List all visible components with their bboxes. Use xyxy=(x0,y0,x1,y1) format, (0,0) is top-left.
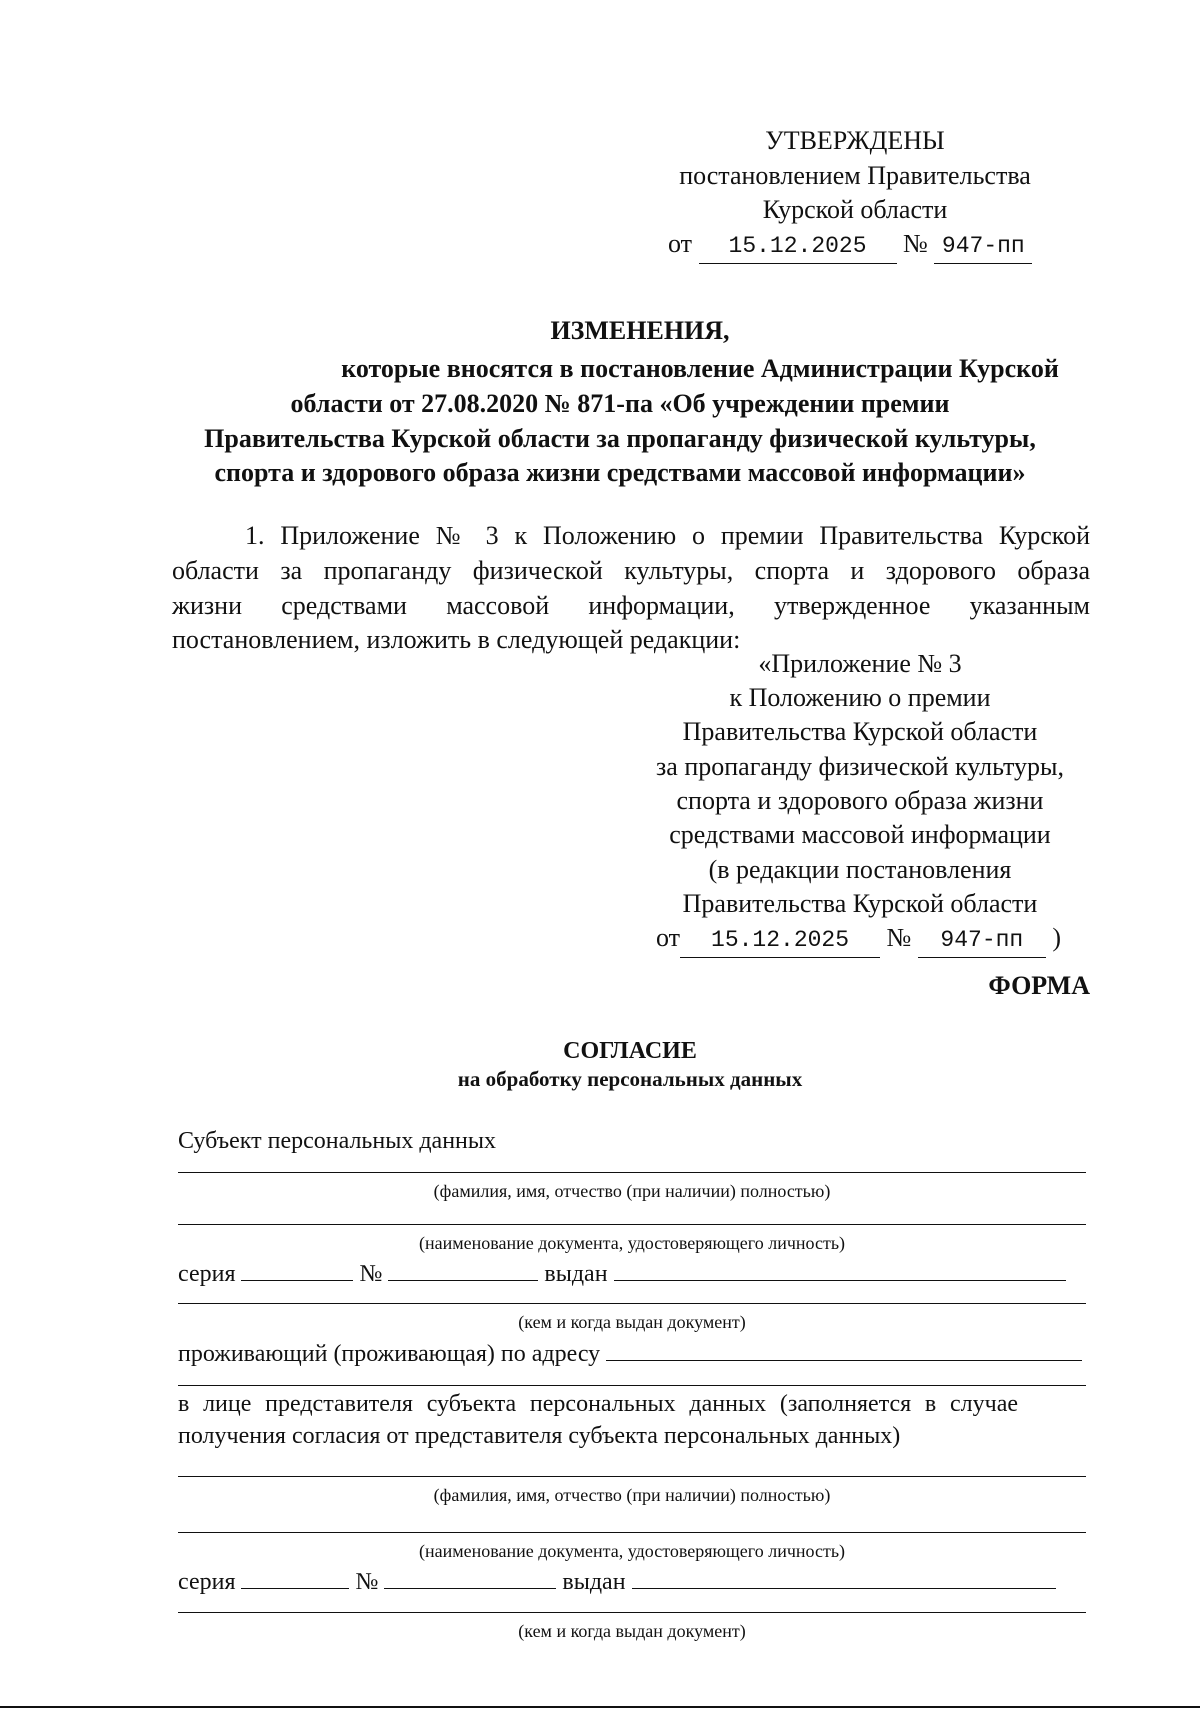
approval-from-label: от xyxy=(668,229,693,258)
series-input[interactable] xyxy=(241,1258,353,1281)
number-input[interactable] xyxy=(388,1258,538,1281)
issued-input-2[interactable] xyxy=(632,1566,1056,1589)
changes-title: ИЗМЕНЕНИЯ, xyxy=(550,316,730,345)
appendix-date: 15.12.2025 xyxy=(680,924,880,958)
caption-issued: (кем и когда выдан документ) xyxy=(518,1312,746,1332)
appendix-from-label: от xyxy=(656,923,681,952)
approval-date-line xyxy=(668,227,1088,264)
address-input[interactable] xyxy=(606,1338,1082,1361)
approval-title-text: УТВЕРЖДЕНЫ xyxy=(765,126,945,155)
approval-number-label: № xyxy=(903,229,928,258)
rep-line1-text: в лице представителя субъекта персональных данных (заполняется в случае xyxy=(178,1391,1018,1417)
page-bottom-edge xyxy=(0,1706,1200,1708)
appendix-line6: средствами массовой информации xyxy=(669,820,1051,849)
approval-date: 15.12.2025 xyxy=(699,230,897,264)
subject-label: Субъект персональных данных xyxy=(178,1128,497,1154)
series-row-2 xyxy=(178,1566,1088,1598)
paragraph-line1-text: 1. Приложение № 3 к Положению о премии Правительства Курской xyxy=(245,521,1090,550)
paragraph-line2-text: области за пропаганду физической культуры, спорта и здорового образа xyxy=(172,556,1090,585)
issued-by-input-line[interactable] xyxy=(178,1303,1086,1304)
heading-line1: которые вносятся в постановление Администрации Курской xyxy=(341,354,1059,383)
rep-document-input-line[interactable] xyxy=(178,1532,1086,1533)
heading-line2: области от 27.08.2020 № 871-па «Об учреждении премии xyxy=(290,389,950,418)
approval-title xyxy=(640,124,1070,157)
caption-doc-2: (наименование документа, удостоверяющего личность) xyxy=(418,1541,846,1561)
appendix-line2: к Положению о премии xyxy=(729,683,991,712)
consent-title: СОГЛАСИЕ xyxy=(563,1038,697,1064)
appendix-close: ) xyxy=(1052,923,1062,952)
rep-line1 xyxy=(178,1388,1018,1420)
address-input-line-2[interactable] xyxy=(178,1385,1086,1386)
appendix-number-label: № xyxy=(886,923,912,952)
issued-label: выдан xyxy=(544,1261,608,1287)
number-input-2[interactable] xyxy=(384,1566,556,1589)
appendix-number: 947-пп xyxy=(918,924,1046,958)
document-input-line[interactable] xyxy=(178,1224,1086,1225)
appendix-line1: «Приложение № 3 xyxy=(758,649,962,678)
residing-row xyxy=(178,1338,1088,1370)
form-label: ФОРМА xyxy=(988,971,1090,1000)
caption-issued-2: (кем и когда выдан документ) xyxy=(518,1621,746,1641)
paragraph-line2 xyxy=(172,554,1090,587)
number-label-2: № xyxy=(355,1569,379,1595)
series-label-2: серия xyxy=(178,1569,236,1595)
rep-line2: получения согласия от представителя субъекта персональных данных) xyxy=(178,1423,901,1449)
caption-fio-2: (фамилия, имя, отчество (при наличии) полностью) xyxy=(433,1485,831,1505)
rep-fio-input-line[interactable] xyxy=(178,1476,1086,1477)
caption-fio: (фамилия, имя, отчество (при наличии) полностью) xyxy=(433,1181,831,1201)
paragraph-line4: постановлением, изложить в следующей редакции: xyxy=(172,625,741,654)
series-row xyxy=(178,1258,1088,1290)
issued-input[interactable] xyxy=(614,1258,1066,1281)
rep-issued-by-input-line[interactable] xyxy=(178,1612,1086,1613)
residing-label: проживающий (проживающая) по адресу xyxy=(178,1341,601,1367)
caption-doc: (наименование документа, удостоверяющего личность) xyxy=(418,1233,846,1253)
approval-line1: постановлением Правительства xyxy=(679,161,1031,190)
consent-subtitle: на обработку персональных данных xyxy=(457,1067,803,1091)
appendix-line5: спорта и здорового образа жизни xyxy=(676,786,1044,815)
heading-line3: Правительства Курской области за пропаганду физической культуры, xyxy=(204,424,1036,453)
appendix-line7: (в редакции постановления xyxy=(708,855,1012,884)
fio-input-line[interactable] xyxy=(178,1172,1086,1173)
series-input-2[interactable] xyxy=(241,1566,349,1589)
appendix-line3: Правительства Курской области xyxy=(682,717,1038,746)
appendix-date-line xyxy=(656,921,1096,958)
appendix-line8: Правительства Курской области xyxy=(682,889,1038,918)
paragraph-line3 xyxy=(172,589,1090,622)
paragraph-line3-text: жизни средствами массовой информации, утвержденное указанным xyxy=(172,591,1090,620)
issued-label-2: выдан xyxy=(562,1569,626,1595)
heading-line4: спорта и здорового образа жизни средствами массовой информации» xyxy=(214,458,1026,487)
number-label: № xyxy=(359,1261,383,1287)
approval-number: 947-пп xyxy=(934,230,1032,264)
appendix-line4: за пропаганду физической культуры, xyxy=(656,752,1064,781)
series-label: серия xyxy=(178,1261,236,1287)
paragraph-line1 xyxy=(245,519,1090,552)
approval-line2: Курской области xyxy=(762,195,948,224)
